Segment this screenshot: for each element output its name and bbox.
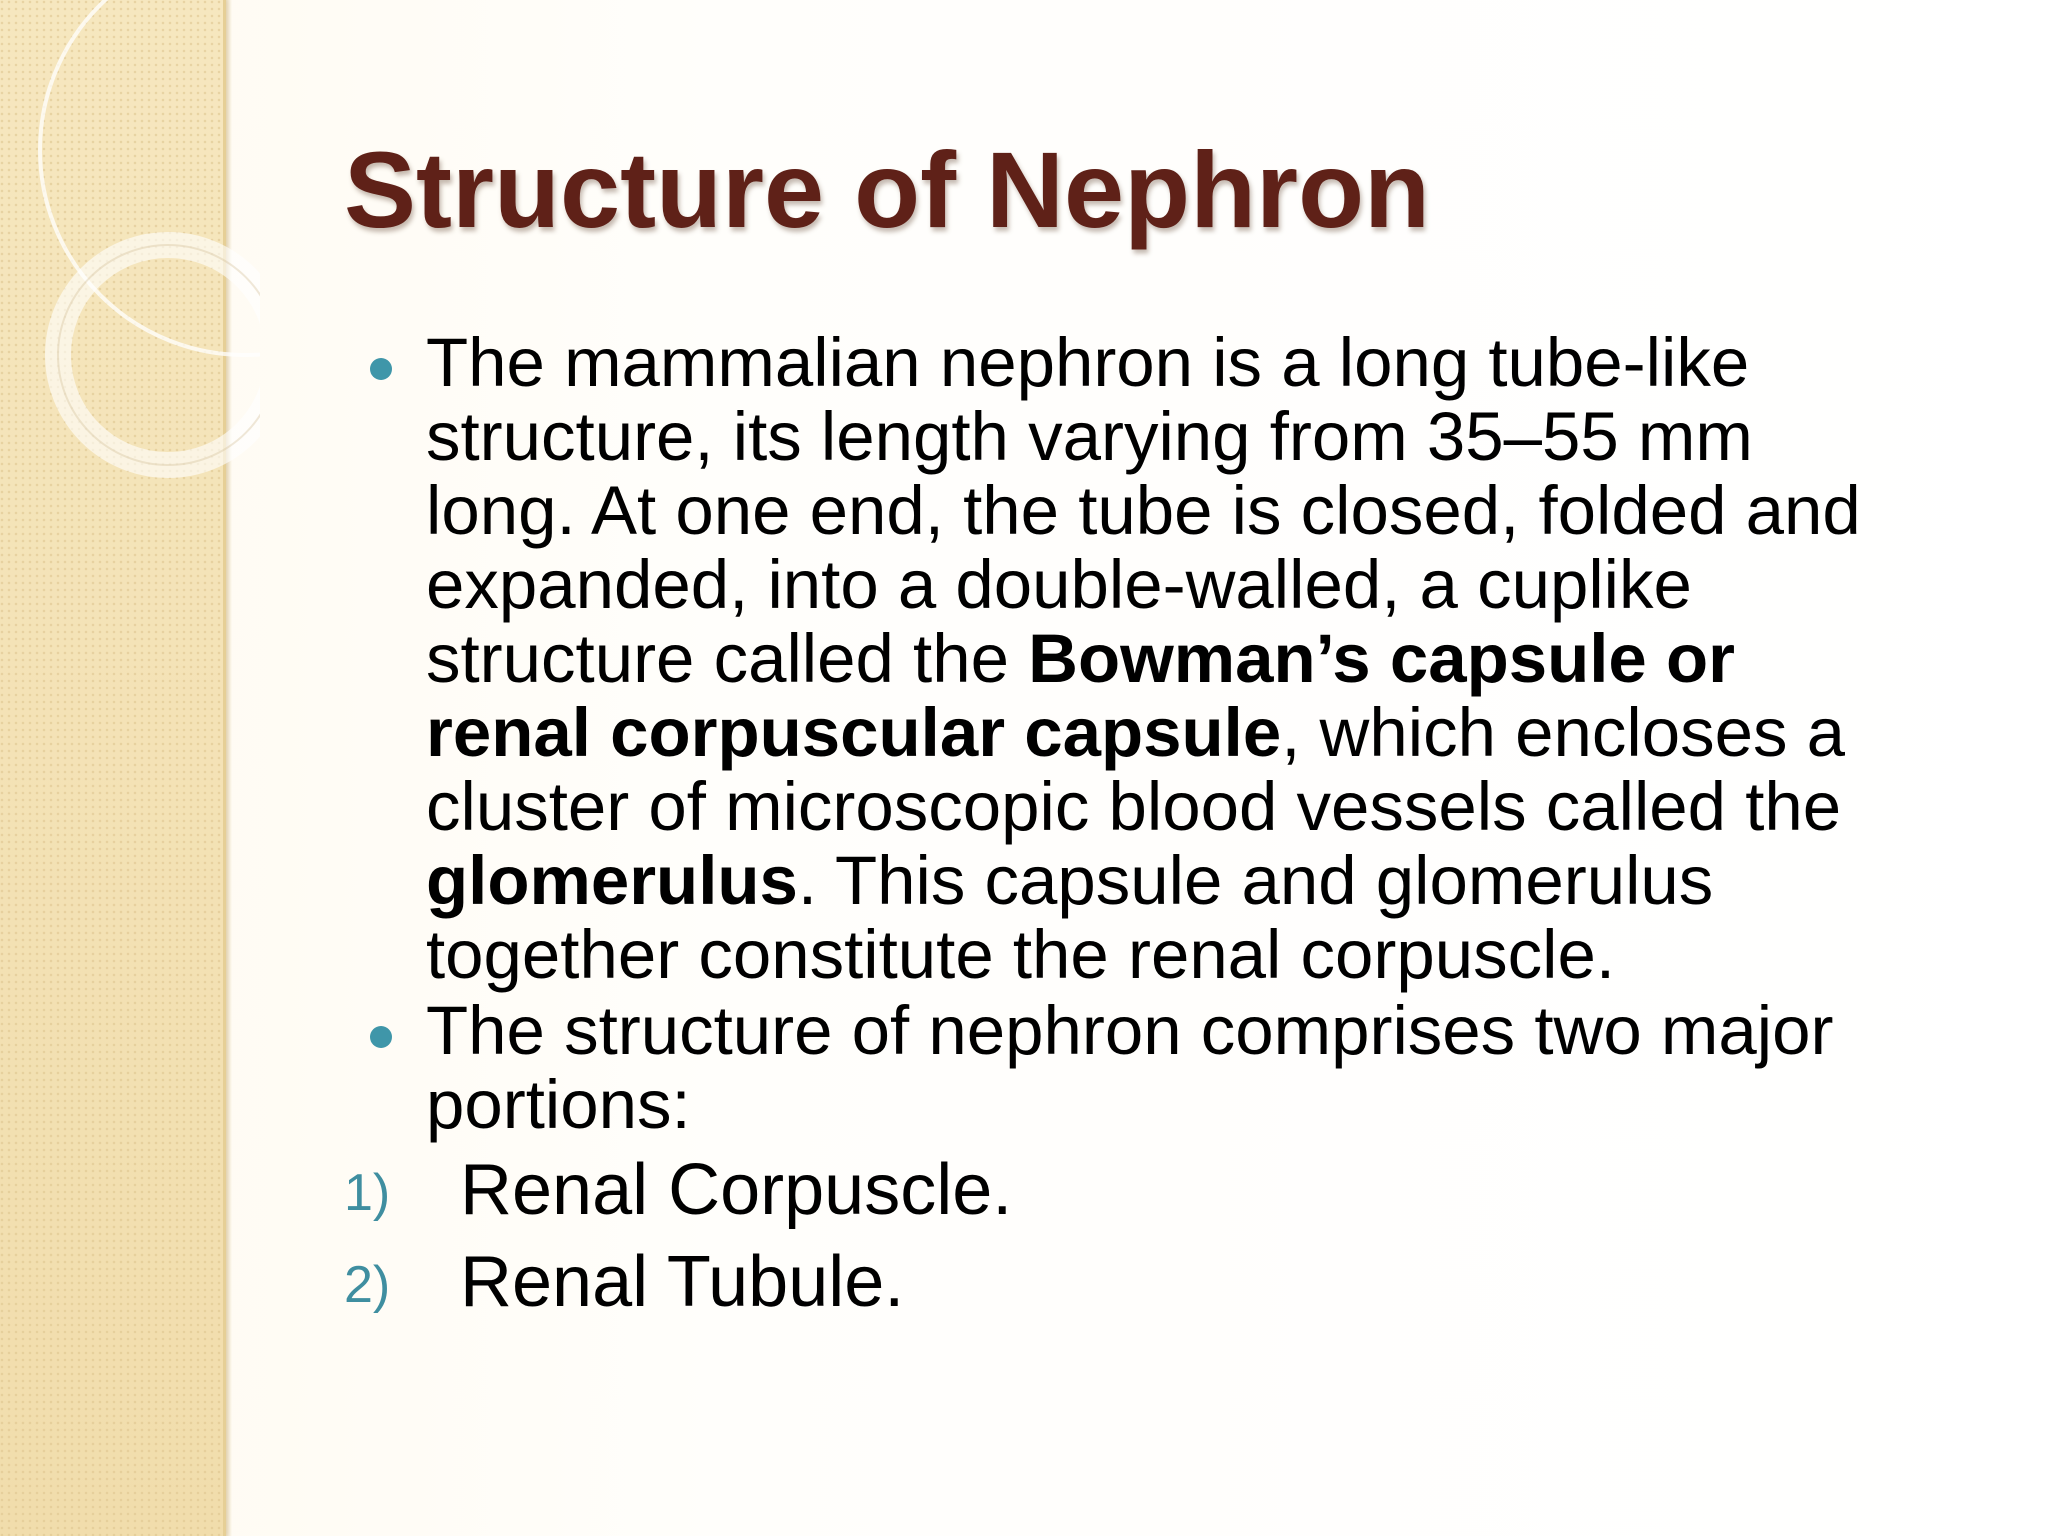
numbered-item-text: Renal Corpuscle. [460,1150,1013,1230]
bold-term: glomerulus [426,842,798,919]
text-segment: The structure of nephron comprises two major portions: [426,992,1834,1143]
bullet-item [344,326,1904,992]
numbered-item-text: Renal Tubule. [460,1242,905,1322]
text-segment: The mammalian nephron is a long tube-like structure, its length varying from 35–55 mm long. At one end, the tube is closed, folded and expanded, into a double-walled, a cuplike structure called the [426,324,1861,697]
bullet-icon [370,358,392,380]
bullet-text [426,992,1833,1143]
text-segment: , which encloses a cluster of microscopic blood vessels called the [426,694,1845,845]
slide-body [344,326,1904,1328]
numbered-item [344,1144,1904,1236]
number-marker: 2) [344,1256,391,1314]
bullet-text [426,324,1861,993]
decorative-rings-icon [0,0,260,500]
text-segment: . This capsule and glomerulus together constitute the renal corpuscle. [426,842,1714,993]
bullet-icon [370,1026,392,1048]
slide-title: Structure of Nephron [344,129,1431,250]
numbered-item [344,1236,1904,1328]
bold-term: Bowman’s capsule or renal corpuscular capsule [426,620,1735,771]
bullet-item [344,994,1904,1142]
number-marker: 1) [344,1164,391,1222]
